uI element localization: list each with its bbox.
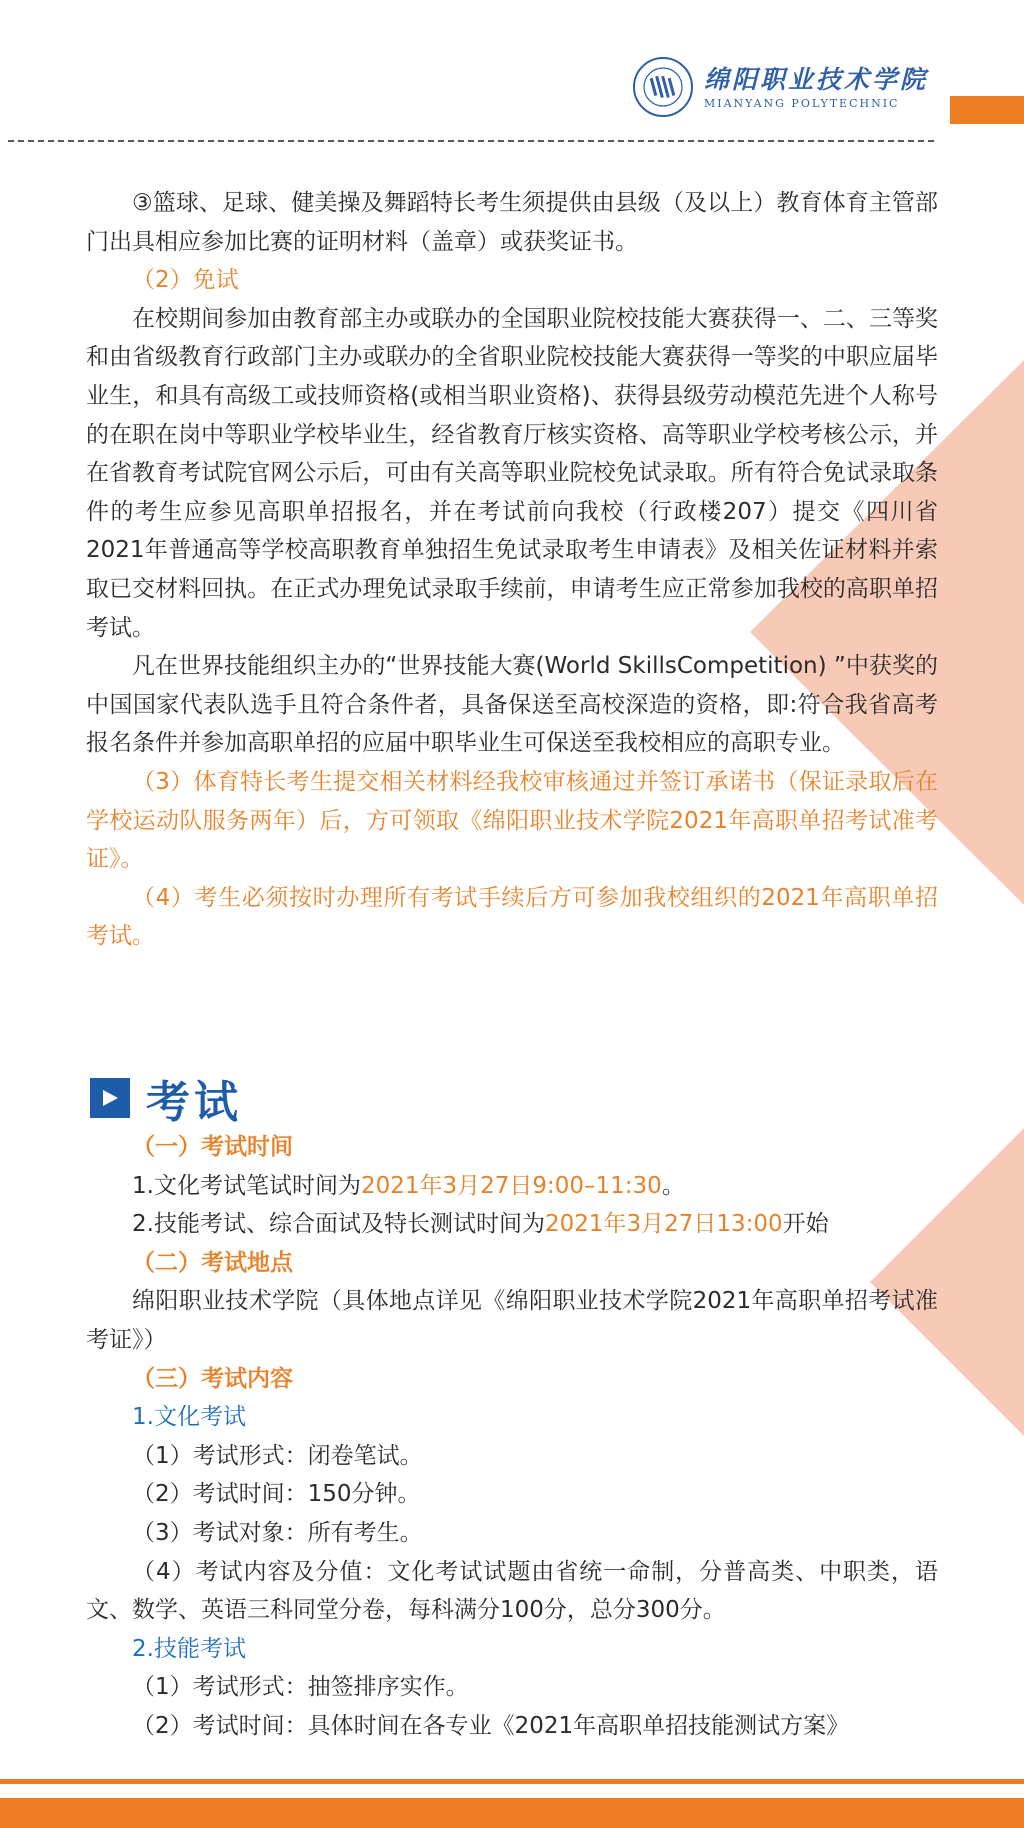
logo-chinese-name: 绵阳职业技术学院 (703, 64, 928, 94)
play-arrow-icon (90, 1078, 130, 1118)
heading-skill-exam: 2.技能考试 (132, 1635, 246, 1662)
culture-exam-duration: （2）考试时间：150分钟。 (132, 1481, 421, 1508)
culture-exam-content: （4）考试内容及分值：文化考试试题由省统一命制，分普高类、中职类，语文、数学、英语三科同堂分卷，每科满分100分，总分300分。 (86, 1558, 938, 1624)
paragraph-sports-pledge: （3）体育特长考生提交相关材料经我校审核通过并签订承诺书（保证录取后在学校运动队服务两年）后，方可领取《绵阳职业技术学院2021年高职单招考试准考证》。 (86, 768, 938, 873)
exam-time-skill-suffix: 开始 (782, 1211, 829, 1238)
header-dashed-divider (8, 140, 934, 142)
footer-orange-bar (0, 1798, 1024, 1828)
heading-exempt: （2）免试 (132, 267, 239, 294)
exam-details (86, 1128, 938, 1746)
culture-exam-form: （1）考试形式：闭卷笔试。 (132, 1442, 423, 1469)
exam-place: 绵阳职业技术学院（具体地点详见《绵阳职业技术学院2021年高职单招考试准考证》） (86, 1288, 938, 1353)
skill-exam-time: （2）考试时间：具体时间在各专业《2021年高职单招技能测试方案》 (132, 1712, 850, 1739)
exam-time-culture-suffix: 。 (661, 1172, 685, 1199)
exam-time-skill (86, 1205, 938, 1244)
school-logo (632, 56, 928, 118)
footer-orange-line (0, 1779, 1024, 1784)
heading-exam-time: （一）考试时间 (132, 1134, 293, 1160)
school-seal-icon (632, 56, 694, 118)
exam-time-culture (86, 1167, 938, 1206)
culture-exam-target: （3）考试对象：所有考生。 (132, 1519, 423, 1546)
header-orange-tab (950, 96, 1024, 124)
heading-culture-exam: 1.文化考试 (132, 1404, 246, 1431)
exam-time-culture-label: 1.文化考试笔试时间为 (132, 1172, 361, 1199)
paragraph-exempt-conditions: 在校期间参加由教育部主办或联办的全国职业院校技能大赛获得一、二、三等奖和由省级教育行政部门主办或联办的全省职业院校技能大赛获得一等奖的中职应届毕业生，和具有高级工或技师资格(或相当职业资格)、获得县级劳动模范先进个人称号的在职在岗中等职业学校毕业生，经省教育厅核实资格、高等职业学校考核公示，并在省教育考试院官网公示后，可由有关高等职业院校免试录取。所有符合免试录取条件的考生应参见高职单招报名，并在考试前向我校（行政楼207）提交《四川省2021年普通高等学校高职教育单独招生免试录取考生申请表》及相关佐证材料并索取已交材料回执。在正式办理免试录取手续前，申请考生应正常参加我校的高职单招考试。 (86, 305, 938, 641)
exam-time-skill-label: 2.技能考试、综合面试及特长测试时间为 (132, 1211, 545, 1238)
exam-time-skill-value: 2021年3月27日13:00 (544, 1211, 783, 1238)
section-heading-exam (90, 1066, 242, 1130)
section-title: 考试 (146, 1077, 242, 1128)
admission-rules-text (86, 184, 938, 956)
skill-exam-form: （1）考试形式：抽签排序实作。 (132, 1674, 469, 1701)
heading-exam-content: （三）考试内容 (132, 1365, 293, 1392)
paragraph-procedures: （4）考生必须按时办理所有考试手续后方可参加我校组织的2021年高职单招考试。 (86, 884, 938, 950)
heading-exam-place: （二）考试地点 (132, 1249, 293, 1276)
exam-time-culture-value: 2021年3月27日9:00–11:30 (360, 1172, 662, 1199)
logo-english-name: MIANYANG POLYTECHNIC (703, 96, 900, 110)
paragraph-sports-proof: ③篮球、足球、健美操及舞蹈特长考生须提供由县级（及以上）教育体育主管部门出具相应参加比赛的证明材料（盖章）或获奖证书。 (86, 190, 938, 255)
paragraph-world-skills: 凡在世界技能组织主办的“世界技能大赛(World SkillsCompetition) ”中获奖的中国国家代表队选手且符合条件者，具备保送至高校深造的资格，即:符合我省高考报名条件并参加高职单招的应届中职毕业生可保送至我校相应的高职专业。 (86, 653, 938, 757)
